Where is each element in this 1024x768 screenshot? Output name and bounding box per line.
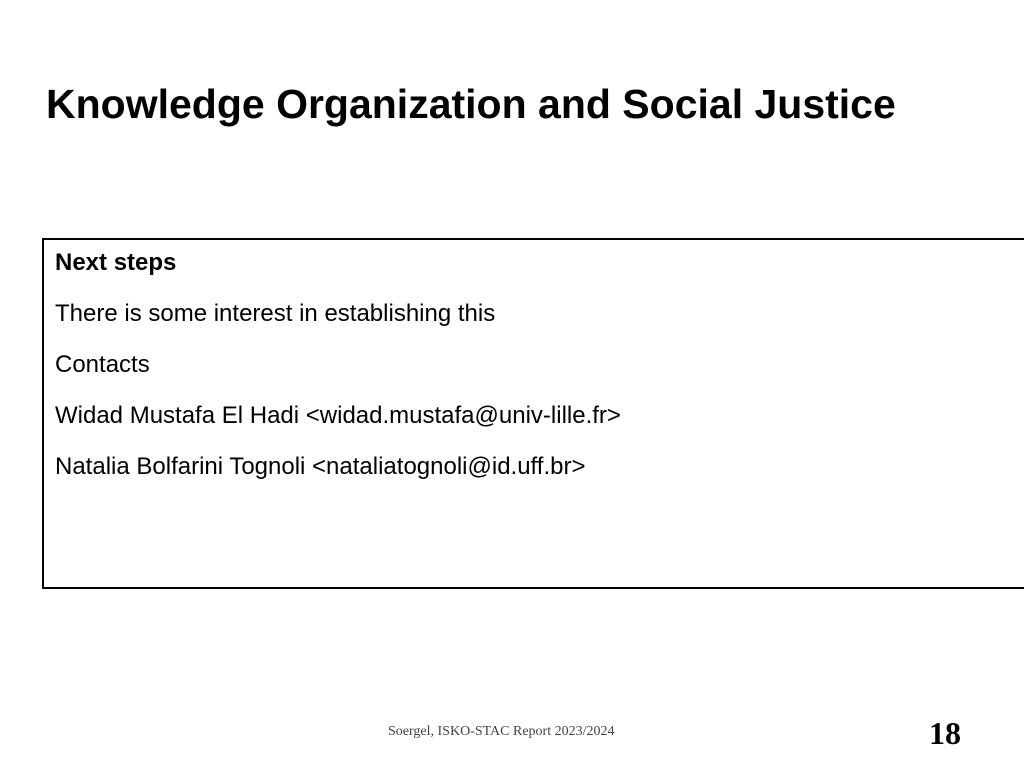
content-box: [42, 238, 1024, 589]
interest-statement: There is some interest in establishing this: [55, 300, 496, 327]
page-number: 18: [929, 715, 961, 751]
slide-title: Knowledge Organization and Social Justice: [46, 81, 896, 127]
contact-natalia: Natalia Bolfarini Tognoli <nataliatognoli@id.uff.br>: [55, 453, 586, 480]
contacts-label: Contacts: [55, 351, 150, 378]
footer-text: Soergel, ISKO-STAC Report 2023/2024: [388, 724, 615, 739]
contact-widad: Widad Mustafa El Hadi <widad.mustafa@univ-lille.fr>: [55, 402, 621, 429]
next-steps-heading: Next steps: [55, 249, 177, 276]
